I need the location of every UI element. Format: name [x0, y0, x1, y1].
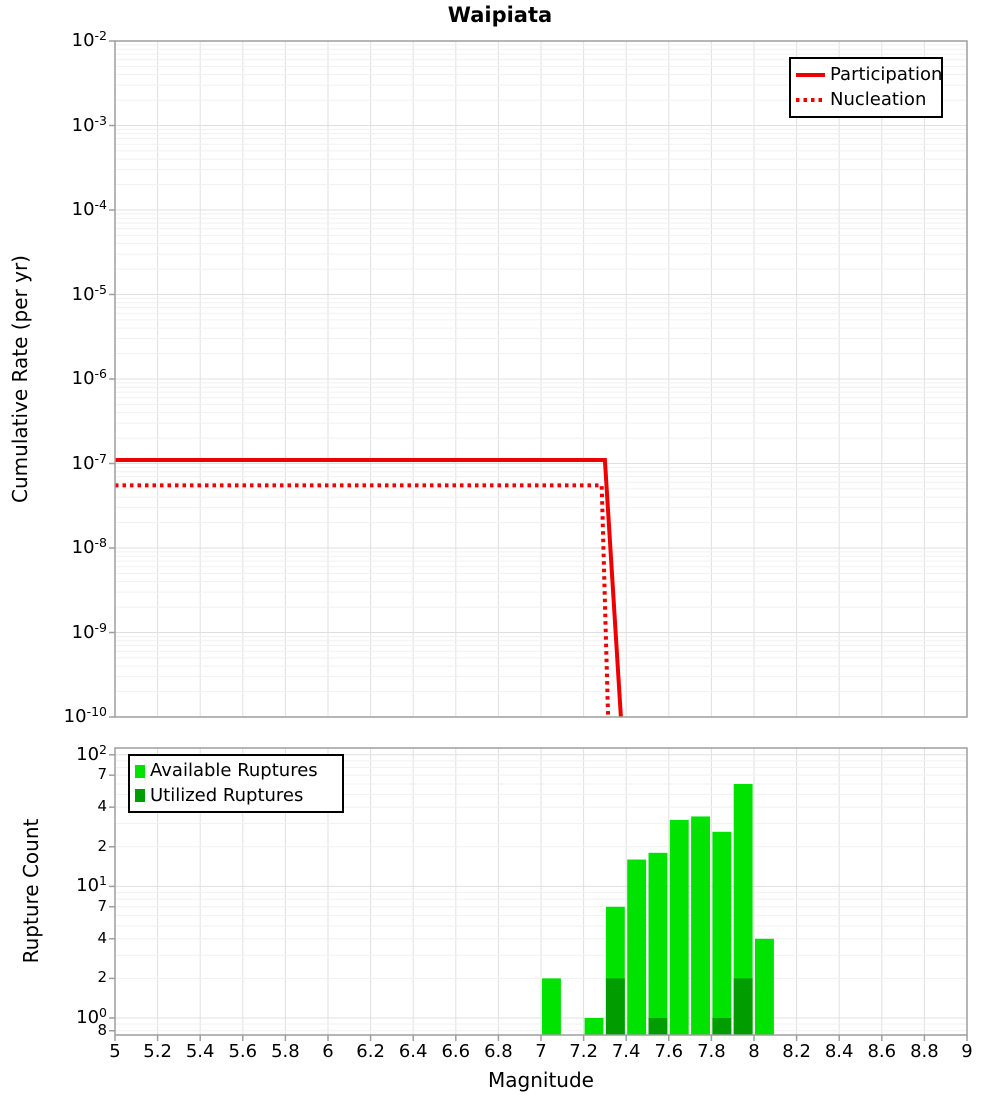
x-tick-label: 8.8	[910, 1041, 939, 1062]
x-tick-label: 8.2	[782, 1041, 811, 1062]
x-tick-label: 7.2	[569, 1041, 598, 1062]
x-tick-label: 7.6	[654, 1041, 684, 1062]
y-minor-tick-label: 7	[97, 765, 107, 784]
utilized-ruptures-bar	[606, 978, 625, 1035]
y-tick-label: $10^{-7}$	[71, 450, 107, 474]
y-tick-label: $10^2$	[76, 741, 107, 765]
available-ruptures-bar	[670, 820, 689, 1035]
legend-label-nucleation: Nucleation	[830, 89, 927, 110]
x-tick-label: 8.4	[824, 1041, 854, 1062]
y-tick-label: $10^{-8}$	[71, 535, 107, 558]
x-axis-title: Magnitude	[488, 1068, 594, 1092]
available-ruptures-swatch	[135, 765, 145, 778]
y-minor-tick-label: 8	[97, 1020, 107, 1039]
x-tick-label: 5.4	[185, 1041, 215, 1062]
y-tick-label: $10^{-5}$	[71, 281, 107, 305]
chart-title: Waipiata	[447, 3, 553, 27]
y-tick-label: $10^{-4}$	[71, 197, 107, 220]
nucleation-line	[115, 485, 608, 717]
bottom-y-axis-title: Rupture Count	[19, 818, 43, 964]
legend-label-participation: Participation	[830, 64, 943, 85]
y-tick-label: $10^{-10}$	[63, 704, 107, 727]
y-minor-tick-label: 7	[97, 896, 107, 915]
participation-line	[115, 460, 621, 717]
legend-item-available	[135, 760, 337, 782]
x-tick-label: 8.6	[867, 1041, 897, 1062]
legend-item-nucleation	[796, 89, 936, 111]
legend-label-available: Available Ruptures	[150, 760, 318, 782]
rate-legend	[789, 57, 943, 118]
legend-label-utilized: Utilized Ruptures	[150, 784, 304, 806]
x-tick-label: 7	[535, 1041, 547, 1062]
utilized-ruptures-bar	[734, 978, 753, 1035]
y-tick-label: $10^{-2}$	[71, 28, 107, 51]
x-tick-label: 6	[322, 1041, 334, 1062]
available-ruptures-bar	[585, 1018, 604, 1035]
x-tick-label: 6.4	[398, 1041, 428, 1062]
x-tick-label: 8	[748, 1041, 760, 1062]
legend-item-utilized	[135, 785, 337, 807]
participation-line-swatch	[796, 73, 825, 77]
rupture-legend	[128, 754, 344, 813]
utilized-ruptures-bar	[712, 1018, 731, 1035]
legend-item-participation	[796, 64, 943, 86]
available-ruptures-bar	[542, 978, 561, 1035]
x-tick-label: 6.6	[441, 1041, 471, 1062]
x-tick-label: 7.8	[697, 1041, 726, 1062]
y-minor-tick-label: 2	[97, 836, 107, 855]
y-tick-label: $10^{-6}$	[71, 366, 107, 389]
utilized-ruptures-bar	[649, 1018, 668, 1035]
x-tick-label: 7.4	[611, 1041, 641, 1062]
nucleation-line-swatch	[796, 98, 825, 102]
y-minor-tick-label: 4	[97, 928, 107, 947]
x-tick-label: 5.8	[271, 1041, 300, 1062]
available-ruptures-bar	[691, 816, 710, 1035]
x-tick-label: 9	[961, 1041, 973, 1062]
available-ruptures-bar	[755, 939, 774, 1035]
y-minor-tick-label: 4	[97, 797, 107, 816]
available-ruptures-bar	[712, 832, 731, 1035]
y-tick-label: $10^0$	[76, 1005, 107, 1028]
y-tick-label: $10^{-9}$	[71, 619, 107, 643]
x-tick-label: 6.2	[356, 1041, 385, 1062]
utilized-ruptures-swatch	[135, 789, 145, 802]
y-tick-label: $10^1$	[76, 873, 107, 897]
y-tick-label: $10^{-3}$	[71, 112, 107, 136]
top-y-axis-title: Cumulative Rate (per yr)	[8, 255, 32, 503]
x-tick-label: 5.6	[228, 1041, 258, 1062]
x-tick-label: 6.8	[484, 1041, 513, 1062]
x-tick-label: 5.2	[143, 1041, 172, 1062]
y-minor-tick-label: 2	[97, 968, 107, 987]
x-tick-label: 5	[109, 1041, 121, 1062]
available-ruptures-bar	[649, 853, 668, 1035]
available-ruptures-bar	[627, 860, 646, 1035]
